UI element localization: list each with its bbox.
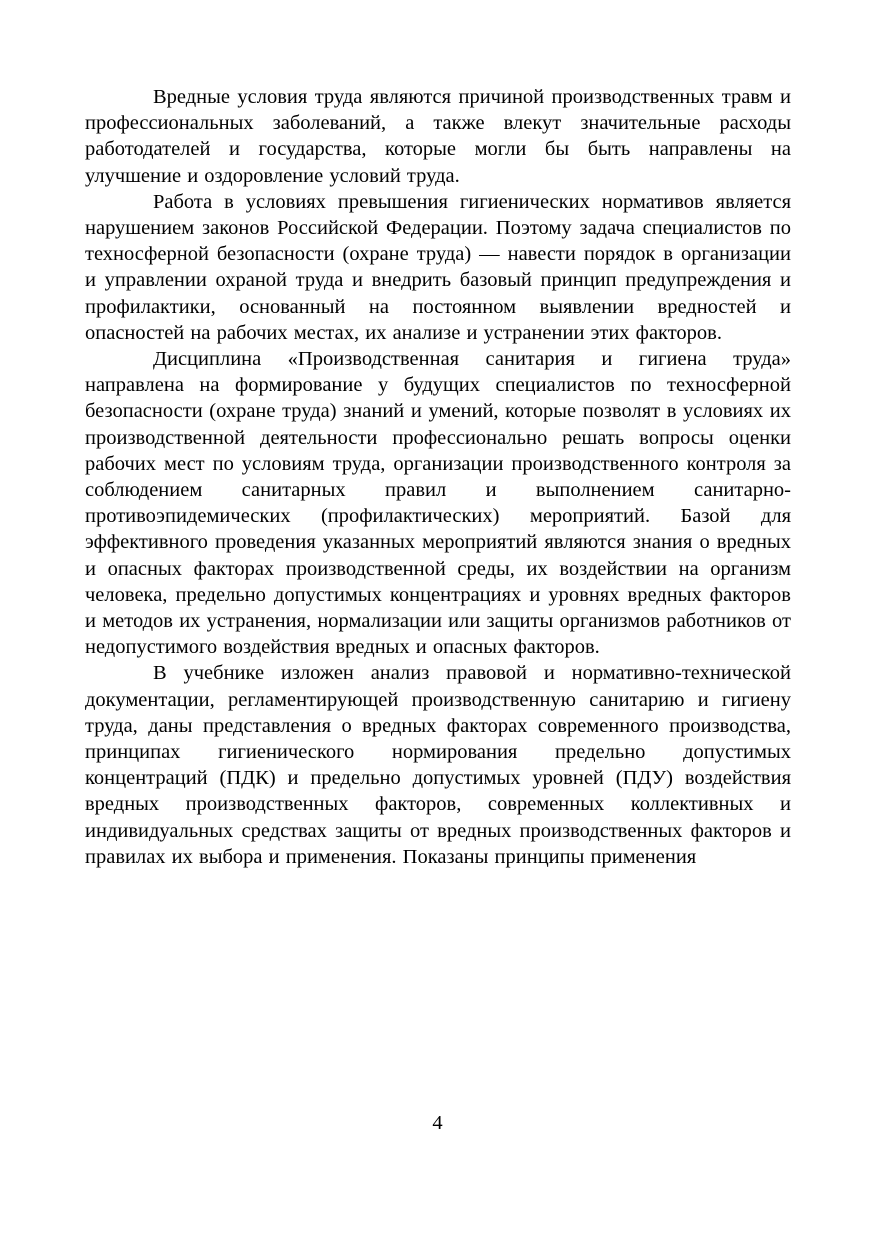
body-text [85, 84, 791, 870]
paragraph-1: Вредные условия труда являются причиной производственных травм и профессиональных заболеваний, а также влекут значительные расходы работодателей и государства, которые могли бы быть направлены на улучшение и оздоровление условий труда. [85, 86, 791, 187]
paragraph-4: В учебнике изложен анализ правовой и нормативно-технической документации, регламентирующей производственную санитарию и гигиену труда, даны представления о вредных факторах современного производства, принципах гигиенического нормирования предельно допустимых концентраций (ПДК) и предельно допустимых уровней (ПДУ) воздействия вредных производственных факторов, современных коллективных и индивидуальных средствах защиты от вредных производственных факторов и правилах их выбора и применения. Показаны принципы применения [85, 662, 791, 868]
paragraph-3: Дисциплина «Производственная санитария и гигиена труда» направлена на формирование у будущих специалистов по техносферной безопасности (охране труда) знаний и умений, которые позволят в условиях их производственной деятельности профессионально решать вопросы оценки рабочих мест по условиям труда, организации производственного контроля за соблюдением санитарных правил и выполнением санитарно-противоэпидемических (профилактических) мероприятий. Базой для эффективного проведения указанных мероприятий являются знания о вредных и опасных факторах производственной среды, их воздействии на организм человека, предельно допустимых концентрациях и уровнях вредных факторов и методов их устранения, нормализации или защиты организмов работников от недопустимого воздействия вредных и опасных факторов. [85, 348, 791, 659]
page-number: 4 [432, 1112, 443, 1134]
paragraph-2: Работа в условиях превышения гигиенических нормативов является нарушением законов Российской Федерации. Поэтому задача специалистов по техносферной безопасности (охране труда) — навести порядок в организации и управлении охраной труда и внедрить базовый принцип предупреждения и профилактики, основанный на постоянном выявлении вредностей и опасностей на рабочих местах, их анализе и устранении этих факторов. [85, 190, 791, 344]
